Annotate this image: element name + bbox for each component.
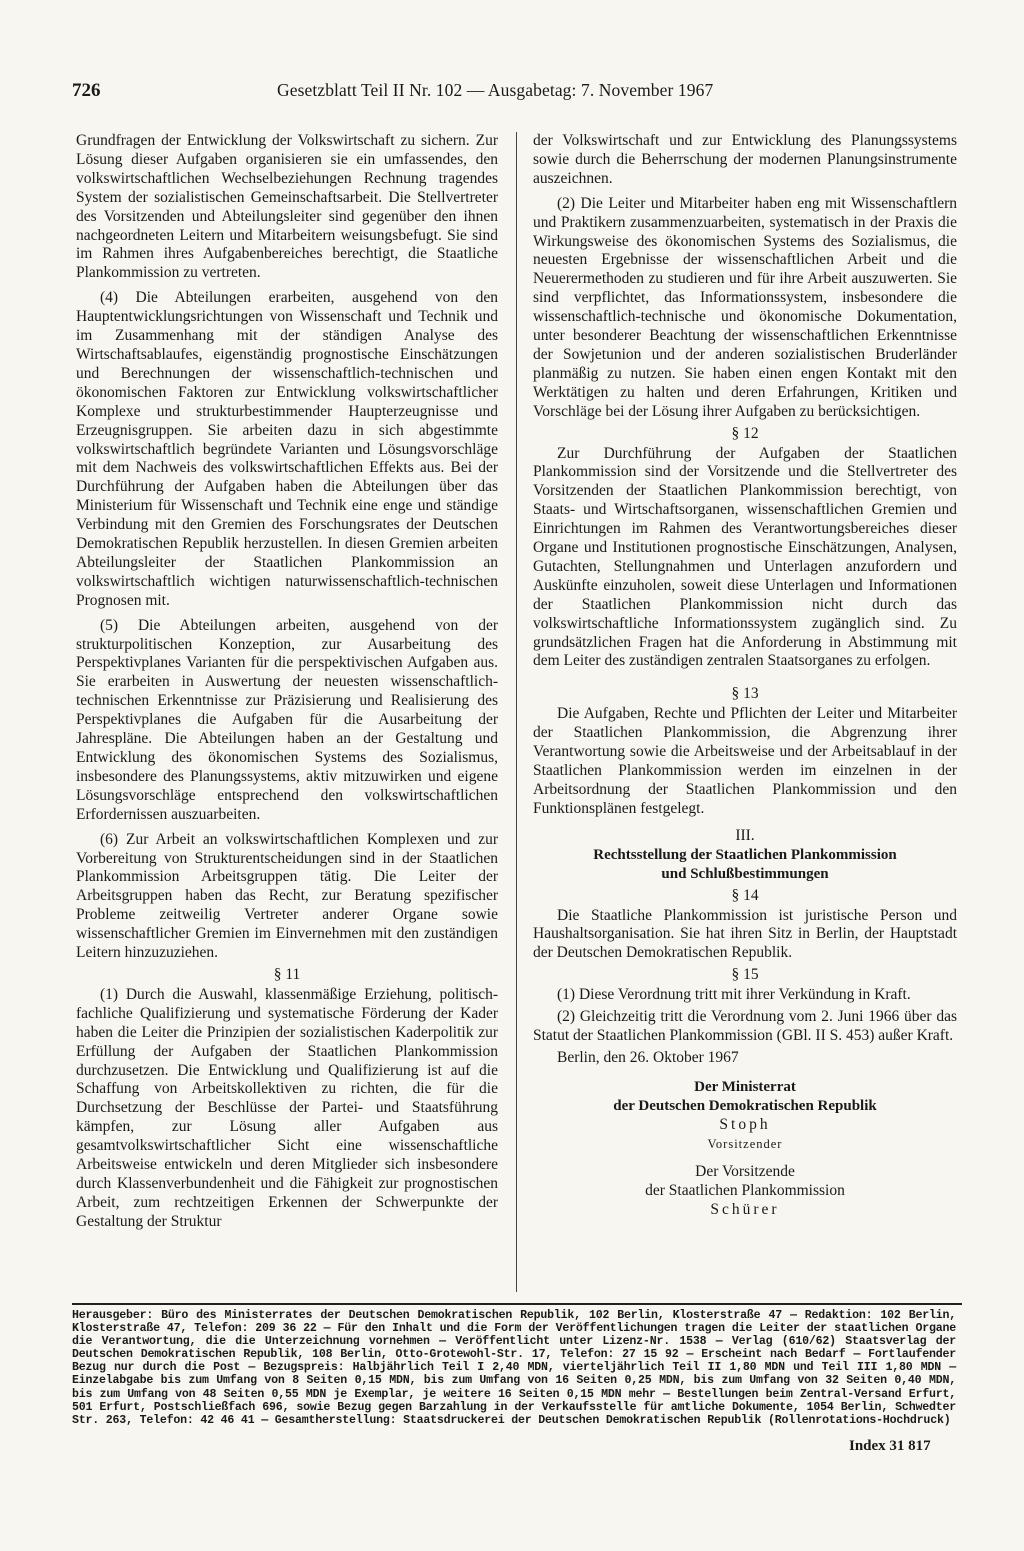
paragraph-15-2: (2) Gleichzeitig tritt die Verordnung vom 2. Juni 1966 über das Statut der Staatlichen Plankommission (GBl. II S. 453) außer Kraft. [533, 1008, 957, 1044]
paragraph: Grundfragen der Entwicklung der Volkswirtschaft zu sichern. Zur Lösung dieser Aufgaben organisieren sie ein umfassendes, den volkswirtschaftlichen Wechselbeziehungen Rechnung tragendes System der sozialistischen Gemeinschaftsarbeit. Die Stellvertreter des Vorsitzenden und Abteilungsleiter sind gegenüber den ihnen nachgeordneten Leitern und Mitarbeitern weisungsbefugt. Sie sind im Rahmen ihres Aufgabenbereiches berechtigt, die Staatliche Plankommission zu vertreten. [76, 132, 498, 282]
chapter-title-line-2: und Schlußbestimmungen [661, 865, 829, 882]
signature-block [533, 1078, 957, 1220]
section-heading-15: § 15 [731, 966, 759, 984]
index-number: Index 31 817 [849, 1438, 931, 1454]
signatory-name-1: Stoph [719, 1115, 771, 1133]
page-header [72, 80, 962, 106]
header-title: Gesetzblatt Teil II Nr. 102 — Ausgabetag: 7. November 1967 [277, 80, 714, 100]
left-column [76, 132, 498, 1232]
section-heading-14: § 14 [731, 886, 759, 904]
signatory-role-1: Vorsitzender [707, 1136, 783, 1151]
signatory-organ: Der Ministerrat [694, 1078, 796, 1095]
section-heading-11: § 11 [273, 965, 301, 983]
dateline: Berlin, den 26. Oktober 1967 [557, 1048, 739, 1066]
paragraph-13: Die Aufgaben, Rechte und Pflichten der Leiter und Mitarbeiter der Staatlichen Plankommission, die Abgrenzung ihrer Verantwortung sowie die Arbeitsweise und der Arbeitsablauf in der Staatlichen Plankommission werden im einzelnen in der Arbeitsordnung der Staatlichen Plankommission und den Funktionsplänen festgelegt. [533, 705, 957, 817]
right-column [533, 132, 957, 1220]
signatory-organ-line-2: der Deutschen Demokratischen Republik [613, 1097, 877, 1114]
paragraph-5: (5) Die Abteilungen arbeiten, ausgehend von der strukturpolitischen Konzeption, zur Ausarbeitung des Perspektivplanes Varianten für die perspektivischen Aufgaben aus. Sie erarbeiten in Auswertung der neuesten wissenschaftlich-technischen Erkenntnisse zur Präzisierung und Realisierung des Perspektivplanes die Aufgaben für die Ausarbeitung der Jahrespläne. Die Abteilungen haben an der Gestaltung und Entwicklung des ökonomischen Systems des Sozialismus, insbesondere des Planungssystems, aktiv mitzuwirken und eigene Lösungsvorschläge entsprechend den volkswirtschaftlichen Erfordernissen auszuarbeiten. [76, 616, 498, 823]
paragraph: der Volkswirtschaft und zur Entwicklung des Planungssystems sowie durch die Beherrschung der modernen Planungsinstrumente auszeichnen. [533, 132, 957, 187]
paragraph-6: (6) Zur Arbeit an volkswirtschaftlichen Komplexen und zur Vorbereitung von Strukturentscheidungen sind in der Staatlichen Plankommission Arbeitsgruppen tätig. Die Leiter der Arbeitsgruppen haben das Recht, zur Beratung spezifischer Probleme zeitweilig Vertreter anderer Organe sowie wissenschaftlicher Gremien im Einvernehmen mit den zuständigen Leitern hinzuzuziehen. [76, 830, 498, 962]
footer-rule [72, 1303, 962, 1305]
paragraph-2: (2) Die Leiter und Mitarbeiter haben eng mit Wissenschaftlern und Praktikern zusammenzuarbeiten, systematisch in der Praxis die Wirkungsweise des ökonomischen Systems des Sozialismus, die neuesten Ergebnisse der wissenschaftlichen Arbeit und die Neuerermethoden zu studieren und für ihre Arbeit auszuwerten. Sie sind verpflichtet, das Informationssystem, insbesondere die wissenschaftlich-technische und ökonomische Dokumentation, unter besonderer Beachtung der wissenschaftlichen Erkenntnisse der Sowjetunion und der anderen sozialistischen Bruderländer planmäßig zu nutzen. Sie haben einen engen Kontakt mit den Werktätigen zu halten und deren Erfahrungen, Kritiken und Vorschläge bei der Lösung ihrer Aufgaben zu berücksichtigen. [533, 194, 957, 420]
signatory-role-2: Der Vorsitzende [695, 1163, 795, 1181]
paragraph-15-1: (1) Diese Verordnung tritt mit ihrer Verkündung in Kraft. [557, 986, 911, 1004]
section-heading-12: § 12 [731, 424, 759, 442]
column-divider [516, 132, 517, 1292]
page-number: 726 [72, 80, 101, 101]
paragraph-12: Zur Durchführung der Aufgaben der Staatlichen Plankommission sind der Vorsitzende und die Stellvertreter des Vorsitzenden der Staatlichen Plankommission berechtigt, von Staats- und Wirtschaftsorganen, wissenschaftlichen Gremien und Einrichtungen im Rahmen des Verantwortungsbereiches dieser Organe und Institutionen prognostische Einschätzungen, Analysen, Gutachten, Stellungnahmen und Unterlagen anzufordern und Auskünfte einzuholen, soweit diese Unterlagen und Informationen der Staatlichen Plankommission nicht durch das volkswirtschaftliche Informationssystem zugänglich sind. Zu grundsätzlichen Fragen hat die Anforderung in Abstimmung mit dem Leiter des zuständigen zentralen Staatsorganes zu erfolgen. [533, 444, 957, 670]
paragraph-14: Die Staatliche Plankommission ist juristische Person und Haushaltsorganisation. Sie hat ihren Sitz in Berlin, der Hauptstadt der Deutschen Demokratischen Republik. [533, 906, 957, 962]
section-heading-13: § 13 [731, 685, 759, 703]
paragraph-11-1: (1) Durch die Auswahl, klassenmäßige Erziehung, politisch-fachliche Qualifizierung und systematische Förderung der Kader haben die Leiter die Prinzipien der sozialistischen Kaderpolitik zur Erfüllung der Aufgaben der Staatlichen Plankommission durchzusetzen. Die Entwicklung und Qualifizierung ist auf die Schaffung von Arbeitskollektiven zu richten, die für die Durchsetzung der Beschlüsse der Partei- und Staatsführung kämpfen, zur Lösung aller Aufgaben aus gesamtvolkswirtschaftlicher Sicht eine wissenschaftliche Arbeitsweise entwickeln und deren Mitglieder sich insbesondere durch Klassenverbundenheit und die Fähigkeit zur prognostischen Arbeit, zum rechtzeitigen Erkennen der Schwerpunkte der Gestaltung der Struktur [76, 985, 498, 1230]
signatory-role-2-line-2: der Staatlichen Plankommission [645, 1182, 845, 1200]
chapter-number: III. [735, 826, 755, 844]
publisher-imprint: Herausgeber: Büro des Ministerrates der Deutschen Demokratischen Republik, 102 Berlin, Klosterstraße 47 — Redaktion: 102 Berlin, Klosterstraße 47, Telefon: 209 36 22 — Für den Inhalt und die Form der Veröffentlichungen tragen die Leiter der staatlichen Organe die Verantwortung, die die Unterzeichnung vornehmen — Veröffentlicht unter Lizenz-Nr. 1538 — Verlag (610/62) Staatsverlag der Deutschen Demokratischen Republik, 108 Berlin, Otto-Grotewohl-Str. 17, Telefon: 27 15 92 — Erscheint nach Bedarf — Fortlaufender Bezug nur durch die Post — Bezugspreis: Halbjährlich Teil I 2,40 MDN, vierteljährlich Teil II 1,80 MDN und Teil III 1,80 MDN — Einzelabgabe bis zum Umfang von 8 Seiten 0,15 MDN, bis zum Umfang von 16 Seiten 0,25 MDN, bis zum Umfang von 32 Seiten 0,40 MDN, bis zum Umfang von 48 Seiten 0,55 MDN je Exemplar, je weitere 16 Seiten 0,15 MDN mehr — Bestellungen beim Zentral-Versand Erfurt, 501 Erfurt, Postschließfach 696, sowie Bezug gegen Barzahlung in der Verkaufsstelle für amtliche Dokumente, 1054 Berlin, Schwedter Str. 263, Telefon: 42 46 41 — Gesamtherstellung: Staatsdruckerei der Deutschen Demokratischen Republik (Rollenrotations-Hochdruck) [72, 1309, 956, 1427]
signatory-name-2: Schürer [710, 1201, 780, 1219]
paragraph-4: (4) Die Abteilungen erarbeiten, ausgehend von den Hauptentwicklungsrichtungen von Wissenschaft und Technik und im Zusammenhang mit der ständigen Analyse des Wirtschaftsablaufes, eigenständig prognostische Einschätzungen und Berechnungen der wissenschaftlich-technischen und ökonomischen Faktoren zur Entwicklung volkswirtschaftlicher Komplexe und strukturbestimmender Haupterzeugnisse und Erzeugnisgruppen. Sie arbeiten dazu in sich abgestimmte volkswirtschaftlich begründete Varianten und Lösungsvorschläge mit dem Nachweis des volkswirtschaftlichen Effekts aus. Bei der Durchführung der Aufgaben haben die Abteilungen über das Ministerium für Wissenschaft und Technik eine enge und ständige Verbindung mit den Gremien des Forschungsrates der Deutschen Demokratischen Republik herzustellen. In diesen Gremien arbeiten Abteilungsleiter der Staatlichen Plankommission an volkswirtschaftlich wichtigen naturwissenschaftlich-technischen Prognosen mit. [76, 289, 498, 609]
chapter-title-line-1: Rechtsstellung der Staatlichen Plankommission [593, 846, 897, 863]
